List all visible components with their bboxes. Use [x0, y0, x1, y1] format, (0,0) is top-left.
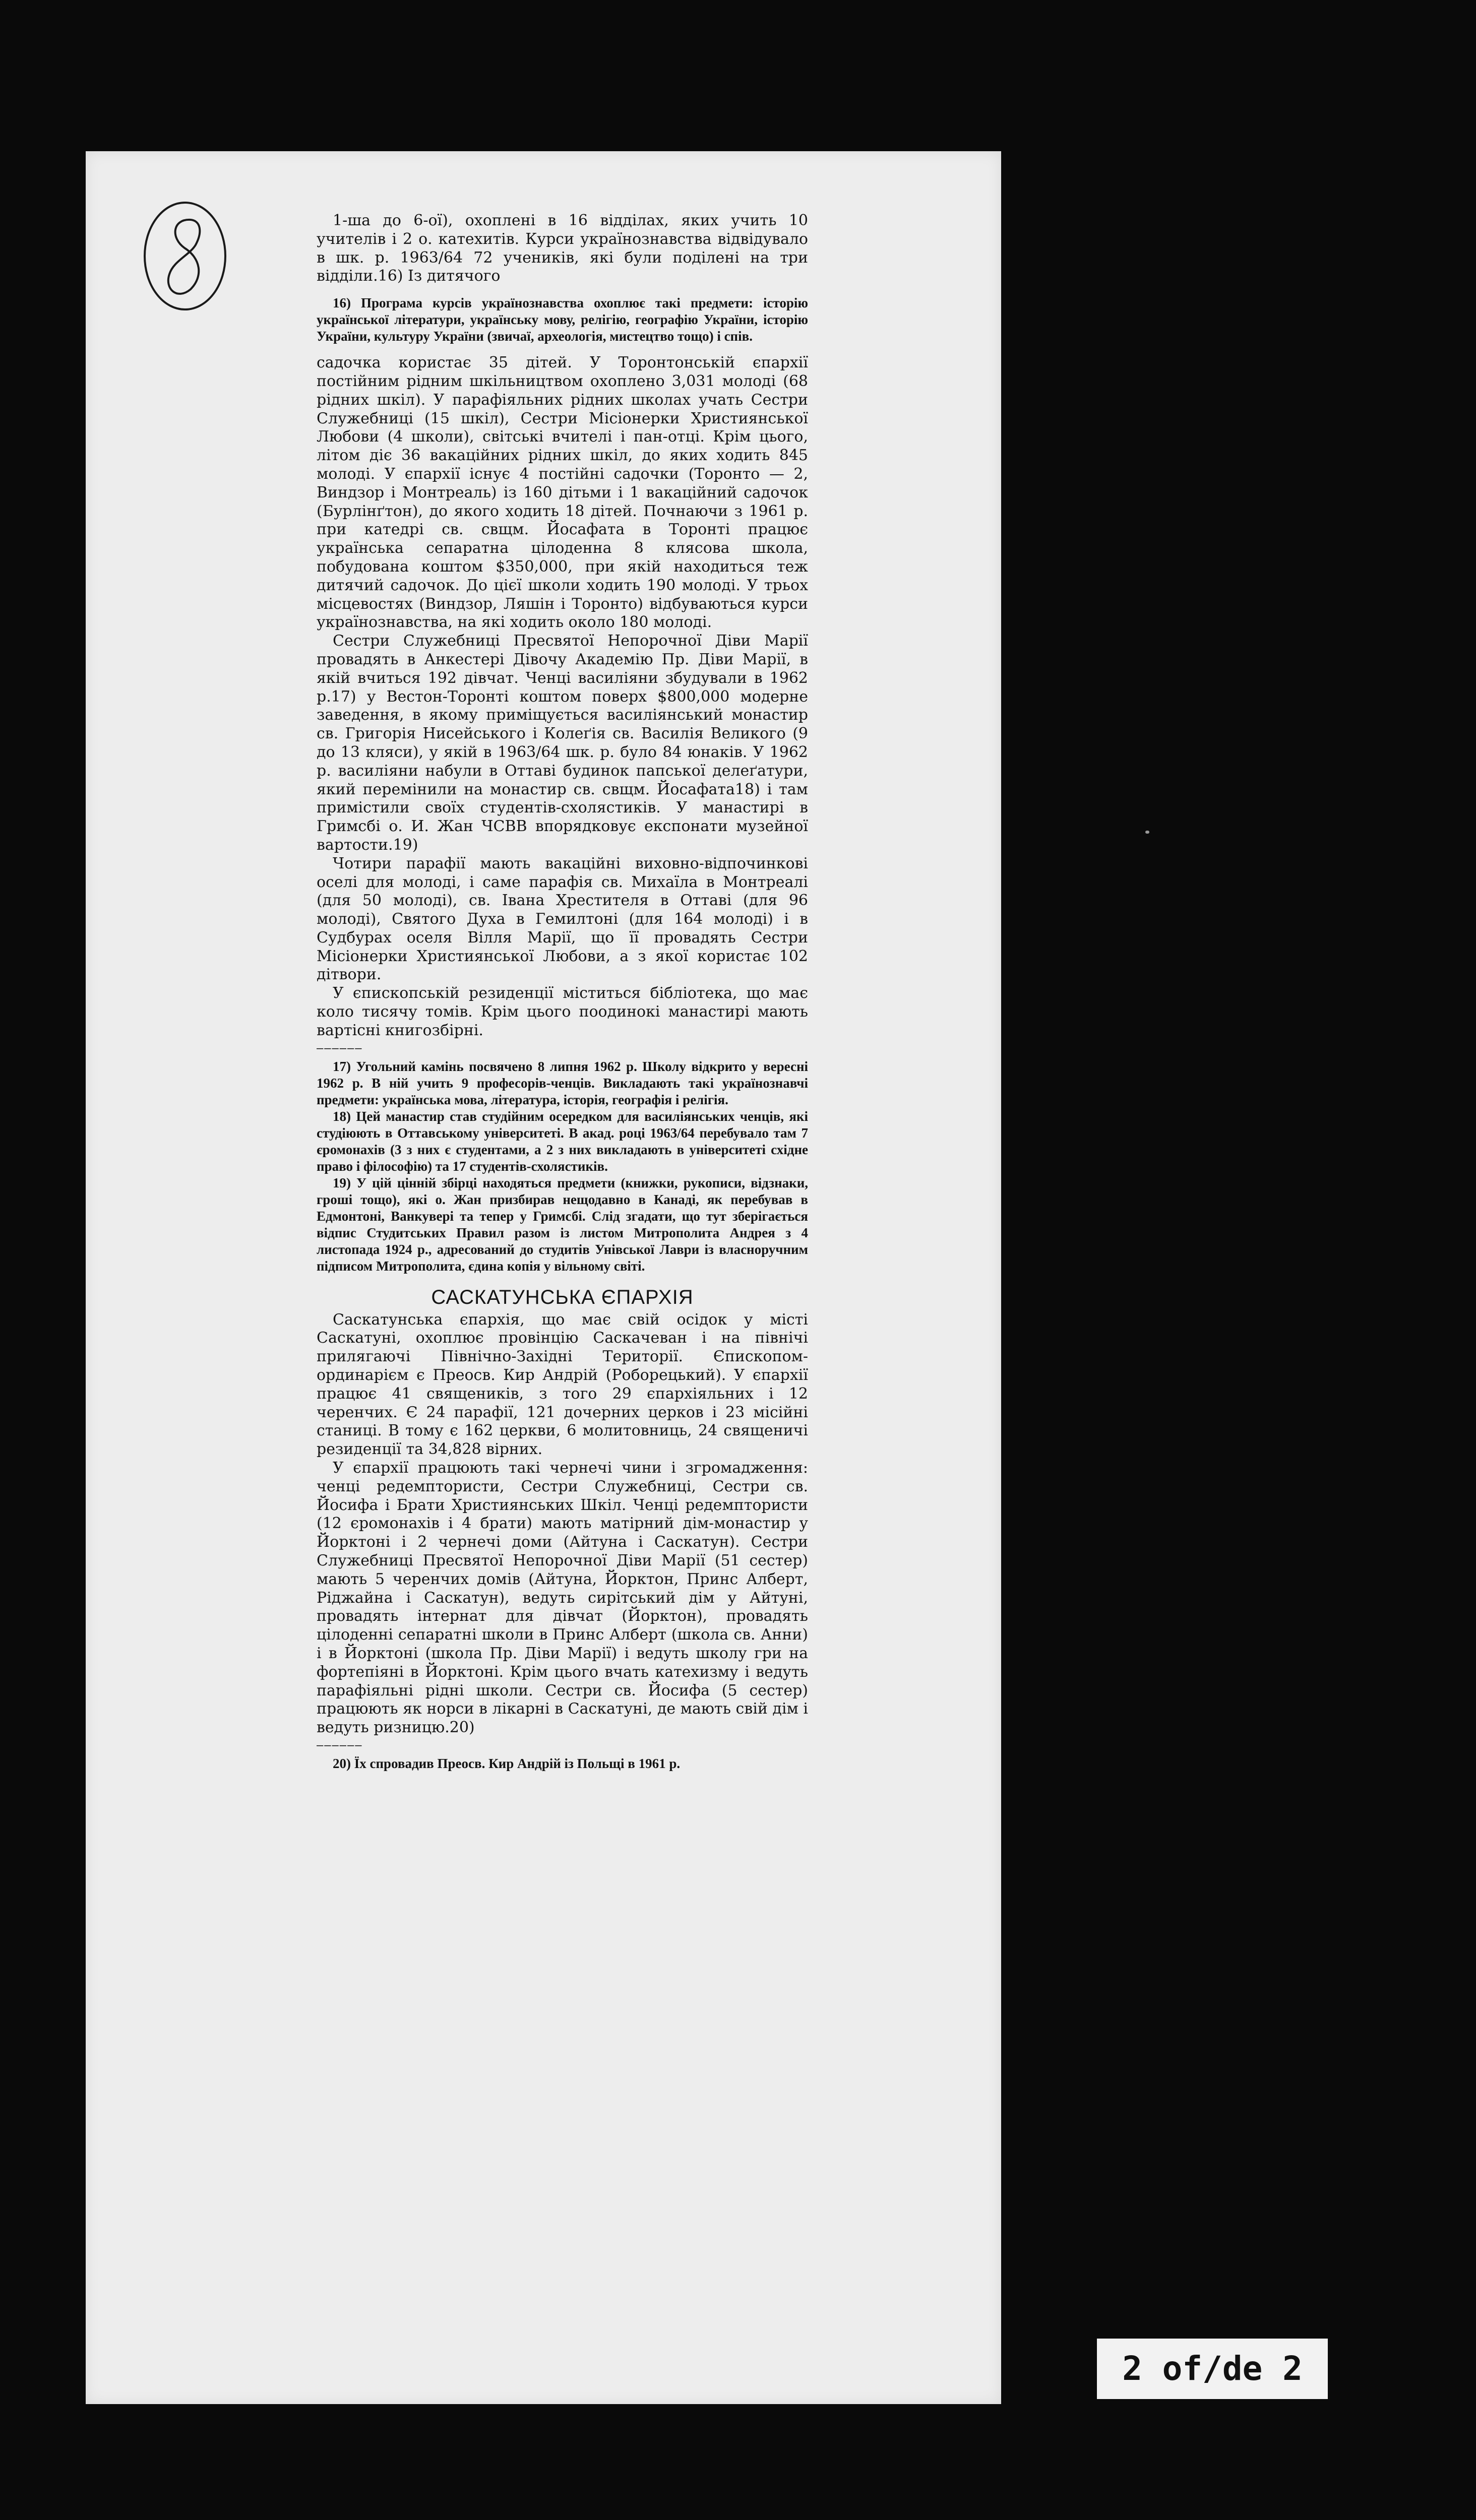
scanned-page: [86, 151, 1001, 2404]
paragraph-orders: У єпархії працюють такі чернечі чини і згромадження: ченці редемптористи, Сестри Служебниці, Сестри св. Йосифа і Брати Християнських Шкіл. Ченці редемптористи (12 єромонахів і 4 брати) мають матірний дім-монастир у Йорктоні і 2 чернечі доми (Айтуна і Саскатун). Сестри Служебниці Пресвятої Непорочної Діви Марії (51 сестер) мають 5 черенчих домів (Айтуна, Йорктон, Принс Алберт, Ріджайна і Саскатун), ведуть сирітський дім у Айтуні, провадять інтернат для дівчат (Йорктон), провадять цілоденні сепаратні школи в Принс Алберт (школа св. Анни) і в Йорктоні (школа Пр. Діви Марії) і ведуть школу гри на фортепіяні в Йорктоні. Крім цього вчать катехизму і ведуть парафіяльні рідні школи. Сестри св. Йосифа (5 сестер) працюють як норси в лікарні в Саскатуні, де мають свій дім і ведуть ризницю.20): [317, 1459, 808, 1737]
paragraph-toronto: садочка користає 35 дітей. У Торонтонській єпархії постійним рідним шкільництвом охоплено 3,031 молоді (68 рідних шкіл). У парафіяльних рідних школах учать Сестри Служебниці (15 шкіл), Сестри Місіонерки Християнської Любови (4 школи), світські вчителі і пан-отці. Крім цього, літом діє 36 вакаційних рідних шкіл, до яких ходить 845 молоді. У єпархії існує 4 постійні садочки (Торонто — 2, Виндзор і Монтреаль) із 160 дітьми і 1 вакаційний садочок (Бурлінґтон), до якого ходить 18 дітей. Почнаючи з 1961 р. при катедрі св. свщм. Йосафата в Торонті працює українська сепаратна цілоденна 8 клясова школа, побудована коштом $350,000, при якій находиться теж дитячий садочок. До цієї школи ходить 190 молоді. У трьох місцевостях (Виндзор, Ляшін і Торонто) відбуваються курси українознавства, на які ходить около 180 молоді.: [317, 354, 808, 632]
paragraph-saskatoon: Саскатунська єпархія, що має свій осідок у місті Саскатуні, охоплює провінцію Саскачеван і на північі прилягаючі Північно-Західні Території. Єпископом-ординарієм є Преосв. Кир Андрій (Роборецький). У єпархії працює 41 священиків, з того 29 єпархіяльних і 12 черенчих. Є 24 парафії, 121 дочерних церков і 23 місійні станиці. В тому є 162 церкви, 6 молитовниць, 24 священичі резиденції та 34,828 вірних.: [317, 1310, 808, 1459]
footnote-18: 18) Цей манастир став студійним осередком для василіянських ченців, які студіюють в Оттавському університеті. В акад. році 1963/64 перебувало там 7 єромонахів (3 з них є студентами, а 2 з них викладають в університеті східне право і філософію) та 17 студентів-схолястиків.: [317, 1108, 808, 1174]
footnote-19: 19) У цій цінній збірці находяться предмети (книжки, рукописи, відзнаки, гроші тощо), які о. Жан призбирав нещодавно в Канаді, як перебував в Едмонтоні, Ванкувері та тепер у Гримсбі. Слід згадати, що тут зберігається відпис Студитських Правил разом із листом Митрополита Андрея з 4 листопада 1924 р., адресований до студитів Унівської Лаври із власноручним підписом Митрополита, єдина копія у вільному світі.: [317, 1175, 808, 1274]
footnote-separator: ——————: [317, 1042, 363, 1055]
footnote-16: 16) Програма курсів українознавства охоплює такі предмети: історію української літератури, українську мову, релігію, географію України, історію України, культуру України (звичаї, археологія, мистецтво тощо) і спів.: [317, 295, 808, 344]
section-heading: САСКАТУНСЬКА ЄПАРХІЯ: [431, 1286, 694, 1308]
footnote-separator: ——————: [317, 1739, 363, 1752]
paragraph-continued: 1-ша до 6-ої), охоплені в 16 відділах, яких учить 10 учителів і 2 о. катехитів. Курси українознавства відвідувало в шк. р. 1963/64 72 учеників, які були поділені на три відділи.16) Із дитячого: [317, 212, 808, 285]
scan-speck: [1145, 831, 1149, 834]
paragraph-parishes: Чотири парафії мають вакаційні виховно-відпочинкові оселі для молоді, і саме парафія св. Михаїла в Монтреалі (для 50 молоді), св. Івана Хрестителя в Оттаві (для 96 молоді), Святого Духа в Гемилтоні (для 164 молоді) і в Судбурах оселя Вілля Марії, що її провадять Сестри Місіонерки Християнської Любови, а з якої користає 102 дітвори.: [317, 854, 808, 984]
footnote-20: 20) Їх спровадив Преосв. Кир Андрій із Польщі в 1961 р.: [333, 1756, 681, 1771]
footnote-17: 17) Угольний камінь посвячено 8 липня 1962 р. Школу відкрито у вересні 1962 р. В ній учить 9 професорів-ченців. Викладають такі українознавчі предмети: українська мова, література, історія, географія і релігія.: [317, 1058, 808, 1107]
paragraph-library: У єпископській резиденції міститься бібліотека, що має коло тисячу томів. Крім цього поодинокі манастирі мають вартісні книгозбірні.: [317, 984, 808, 1039]
paragraph-sisters: Сестри Служебниці Пресвятої Непорочної Діви Марії провадять в Анкестері Дівочу Академію Пр. Діви Марії, в якій вчиться 192 дівчат. Ченці василіяни збудували в 1962 р.17) у Вестон-Торонті коштом поверх $800,000 модерне заведення, в якому приміщується василіянський монастир св. Григорія Нисейського і Колеґія св. Василія Великого (9 до 13 кляси), у якій в 1963/64 шк. р. було 84 юнаків. У 1962 р. василіяни набули в Оттаві будинок папської делеґатури, який перемінили на монастир св. свщм. Йосафата18) і там примістили своїх студентів-схолястиків. У манастирі в Гримсбі о. И. Жан ЧСВВ впорядковує експонати музейної вартости.19): [317, 632, 808, 854]
page-count-label: 2 of/de 2: [1097, 2339, 1328, 2399]
handwritten-circled-number: [141, 200, 229, 313]
text-column: [317, 212, 808, 1772]
